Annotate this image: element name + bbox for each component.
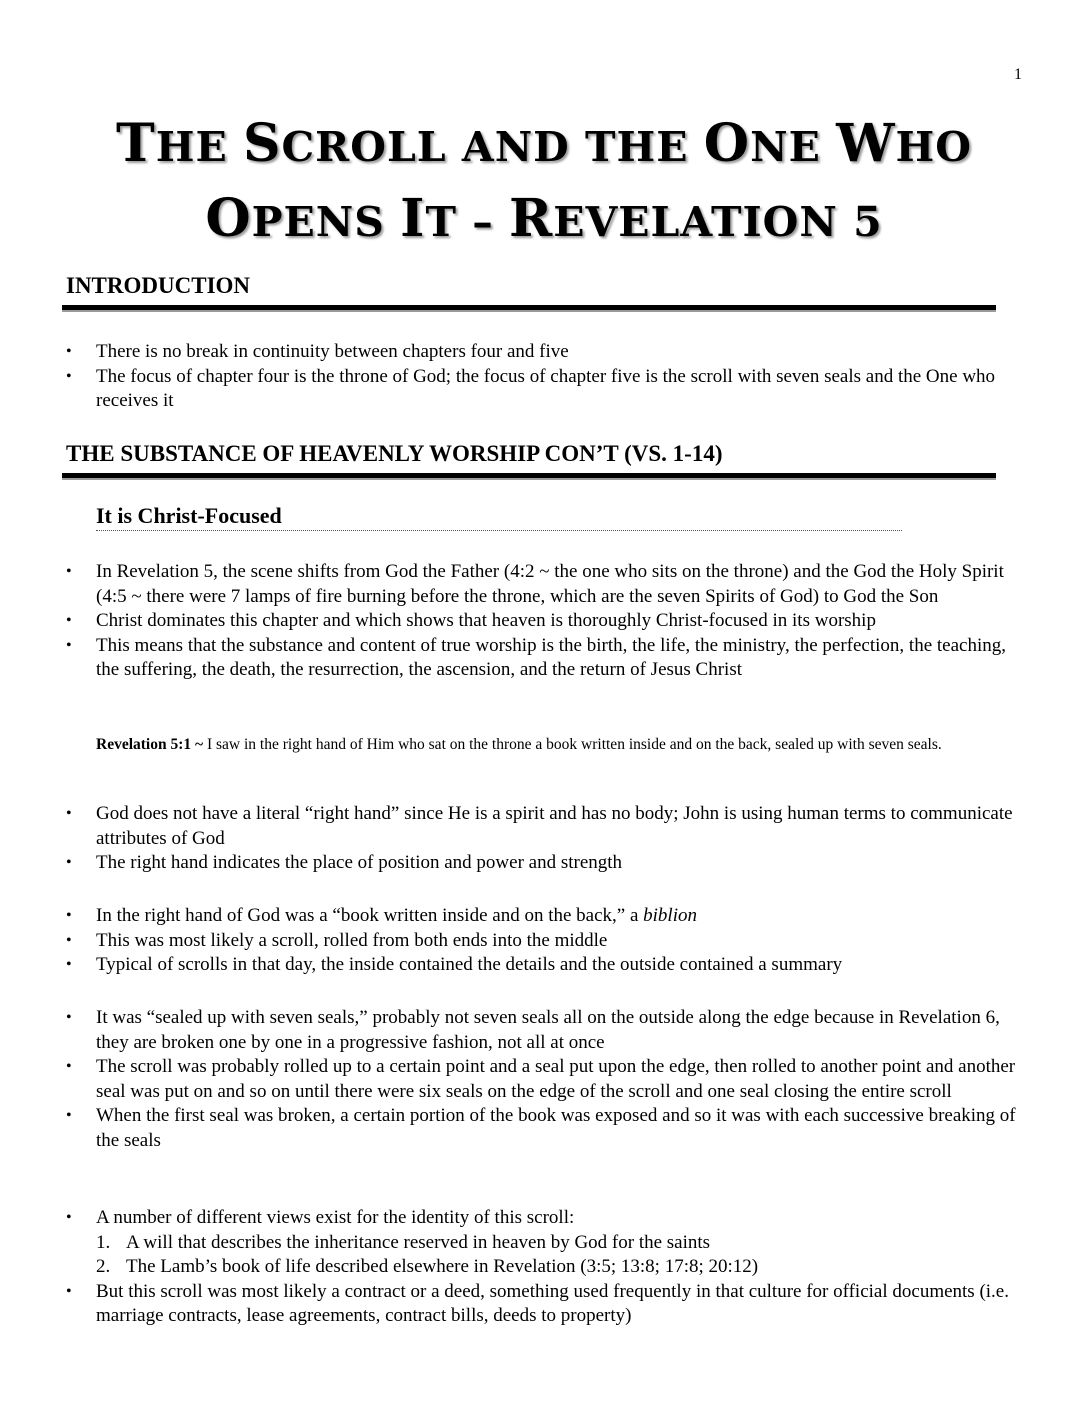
list-item: • It was “sealed up with seven seals,” probably not seven seals all on the outside along the edge because in Revelation 6, they are broken one by one in a progressive fashion, not all at once — [66, 1006, 1026, 1055]
title-initial: O — [703, 113, 751, 174]
list-item: • God does not have a literal “right hand” since He is a spirit and has no body; John is using human terms to communicate attributes of God — [66, 802, 1026, 851]
document-title — [0, 108, 1088, 258]
seal-bullets — [66, 1006, 1026, 1153]
list-item: • The focus of chapter four is the throne of God; the focus of chapter five is the scroll with seven seals and the One who receives it — [66, 365, 1026, 414]
page-number: 1 — [1014, 66, 1022, 83]
scripture-quote — [96, 734, 1026, 756]
introduction-heading: INTRODUCTION — [66, 273, 251, 298]
title-word: HE — [155, 123, 243, 171]
title-initial: R — [509, 188, 554, 249]
view-item — [96, 1231, 1026, 1256]
scroll-bullets — [66, 904, 1026, 978]
substance-heading: THE SUBSTANCE OF HEAVENLY WORSHIP CON’T (VS. 1-14) — [66, 441, 723, 466]
title-line-2 — [0, 183, 1088, 258]
title-word: NE — [750, 123, 837, 171]
views-list — [96, 1231, 1026, 1280]
title-initial: T — [116, 113, 156, 174]
view-item — [96, 1255, 1026, 1280]
title-line-1 — [0, 108, 1088, 183]
view-number: 1. — [96, 1231, 111, 1253]
list-item: • Typical of scrolls in that day, the inside contained the details and the outside contained a summary — [66, 953, 1026, 978]
scroll-identity-bullets — [66, 1206, 1026, 1329]
greek-term: biblion — [643, 905, 697, 926]
section-rule — [62, 305, 996, 312]
list-item-text: In the right hand of God was a “book written inside and on the back,” a — [96, 905, 644, 926]
section-rule — [62, 473, 996, 480]
list-item — [66, 1206, 1026, 1280]
subheading-rule — [96, 530, 902, 531]
list-item: • When the first seal was broken, a certain portion of the book was exposed and so it was with each successive breaking of the seals — [66, 1104, 1026, 1153]
list-item: • This was most likely a scroll, rolled from both ends into the middle — [66, 929, 1026, 954]
view-text: A will that describes the inheritance reserved in heaven by God for the saints — [126, 1231, 711, 1253]
title-initial: W — [836, 113, 896, 174]
list-item: • The right hand indicates the place of position and power and strength — [66, 851, 1026, 876]
list-item — [66, 904, 1026, 929]
scripture-text: I saw in the right hand of Him who sat on the throne a book written inside and on the back, sealed up with seven seals. — [203, 736, 942, 753]
list-item: • Christ dominates this chapter and which shows that heaven is thoroughly Christ-focused in its worship — [66, 609, 1026, 634]
list-item-text: A number of different views exist for the identity of this scroll: — [96, 1207, 575, 1228]
scripture-reference: Revelation 5:1 ~ — [96, 736, 204, 753]
list-item: • There is no break in continuity between chapters four and five — [66, 340, 1026, 365]
list-item: • The scroll was probably rolled up to a certain point and a seal put upon the edge, then rolled to another point and another seal was put on and so on until there were six seals on the edge of the scroll and one seal closing the entire scroll — [66, 1055, 1026, 1104]
list-item: • In Revelation 5, the scene shifts from God the Father (4:2 ~ the one who sits on the throne) and the God the Holy Spirit (4:5 ~ there were 7 lamps of fire burning before the throne, which are the seven Spirits of God) to God the Son — [66, 560, 1026, 609]
title-initial: O — [205, 188, 252, 249]
view-text: The Lamb’s book of life described elsewhere in Revelation (3:5; 13:8; 17:8; 20:12) — [126, 1256, 759, 1277]
title-word: EVELATION 5 — [553, 198, 883, 246]
view-number: 2. — [96, 1256, 111, 1277]
title-word: HO — [895, 123, 972, 171]
right-hand-bullets — [66, 802, 1026, 876]
list-item: • This means that the substance and content of true worship is the birth, the life, the ministry, the perfection, the teaching, the suffering, the death, the resurrection, the ascension, and the return of Jesus Christ — [66, 634, 1026, 683]
christ-focused-subheading: It is Christ-Focused — [96, 503, 282, 528]
title-initial: S — [242, 113, 282, 174]
title-word: CROLL AND THE — [281, 123, 704, 171]
title-initial: I — [400, 188, 426, 249]
title-word: PENS — [251, 198, 401, 246]
introduction-bullets — [66, 340, 1026, 414]
christ-focused-bullets — [66, 560, 1026, 683]
list-item: • But this scroll was most likely a contract or a deed, something used frequently in that culture for official documents (i.e. marriage contracts, lease agreements, contract bills, deeds to property) — [66, 1280, 1026, 1329]
title-word: T – — [425, 198, 510, 246]
